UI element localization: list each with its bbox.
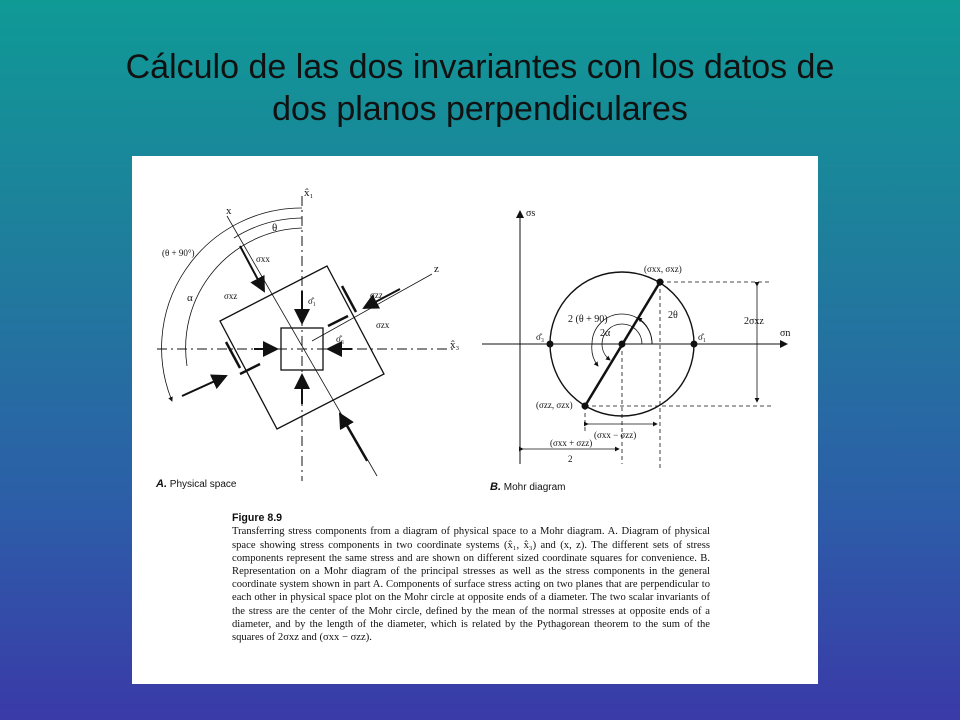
s3-mohr-label: σ̂₃ [536,332,544,342]
panel-a-text: Physical space [169,479,237,490]
s3-label: σ̂₃ [336,334,344,344]
point-s1 [691,341,697,347]
mohr-labels [526,208,790,464]
mean-denominator-label: 2 [568,454,573,464]
two-theta-label: 2θ [668,310,678,321]
panel-b-text: Mohr diagram [503,482,566,493]
panel-b-letter: B. [490,481,501,493]
x3-label: x̂₃ [450,339,460,351]
figure-number: Figure 8.9 [232,512,283,525]
diff-label: (σxx − σzz) [594,430,637,440]
panel-a-letter: A. [156,478,167,490]
slide-title-line-2: dos planos perpendiculares [272,90,688,128]
theta90-label: (θ + 90°) [162,248,195,258]
figure-panel [132,156,818,684]
physical-space-labels [162,187,460,351]
sigma-n-label: σn [780,328,791,339]
figure-caption-text: Transferring stress components from a diagram of physical space to a Mohr diagram. A. Diagram of physical space showing stress components in two coordinate systems (x̂₁, x̂₃) and (x, z). The different sets of stress components represent the same stress and are shown on different sized coordinate squares for convenience. B. Representation on a Mohr diagram of the principal stresses as well as the stress components in the general coordinate system shown in part A. Components of surface stress acting on two planes that are perpendicular to each other in physical space plot on the Mohr circle at opposite ends of a diameter. The two scalar invariants of the stress are the center of the Mohr circle, defined by the mean of the normal stresses at opposite ends of a diameter, and by the length of the diameter, which is related by the Pythagorean theorem to the sum of the squares of 2σxz and (σxx − σzz). [232,526,710,644]
two-theta-90-label: 2 (θ + 90) [568,314,608,325]
figure-caption [232,499,710,644]
alpha-label: α [187,292,193,304]
slide-title [40,46,920,130]
panel-a-label [156,478,236,490]
z-label: z [434,263,439,275]
two-sxz-label: 2σxz [744,316,764,327]
x-label: x [226,205,232,217]
point-bottom-label: (σzz, σzx) [536,400,573,410]
szz-label: σzz [370,290,383,300]
point-s3 [547,341,553,347]
sxx-label: σxx [256,254,270,264]
panel-b-label [490,481,565,493]
sxz-label: σxz [224,291,238,301]
physical-space-diagram [157,196,457,481]
mean-numerator-label: (σxx + σzz) [550,438,593,448]
two-alpha-label: 2α [600,328,611,339]
sigma-s-label: σs [526,208,536,219]
x1-label: x̂₁ [304,187,314,199]
point-top-label: (σxx, σxz) [644,264,682,274]
z-axis [312,274,432,341]
theta-label: θ [272,222,278,234]
s1-mohr-label: σ̂₁ [698,332,706,342]
szx-label: σzx [376,320,390,330]
slide-title-line-1: Cálculo de las dos invariantes con los datos de [125,48,835,86]
s1-label: σ̂₁ [308,296,316,306]
